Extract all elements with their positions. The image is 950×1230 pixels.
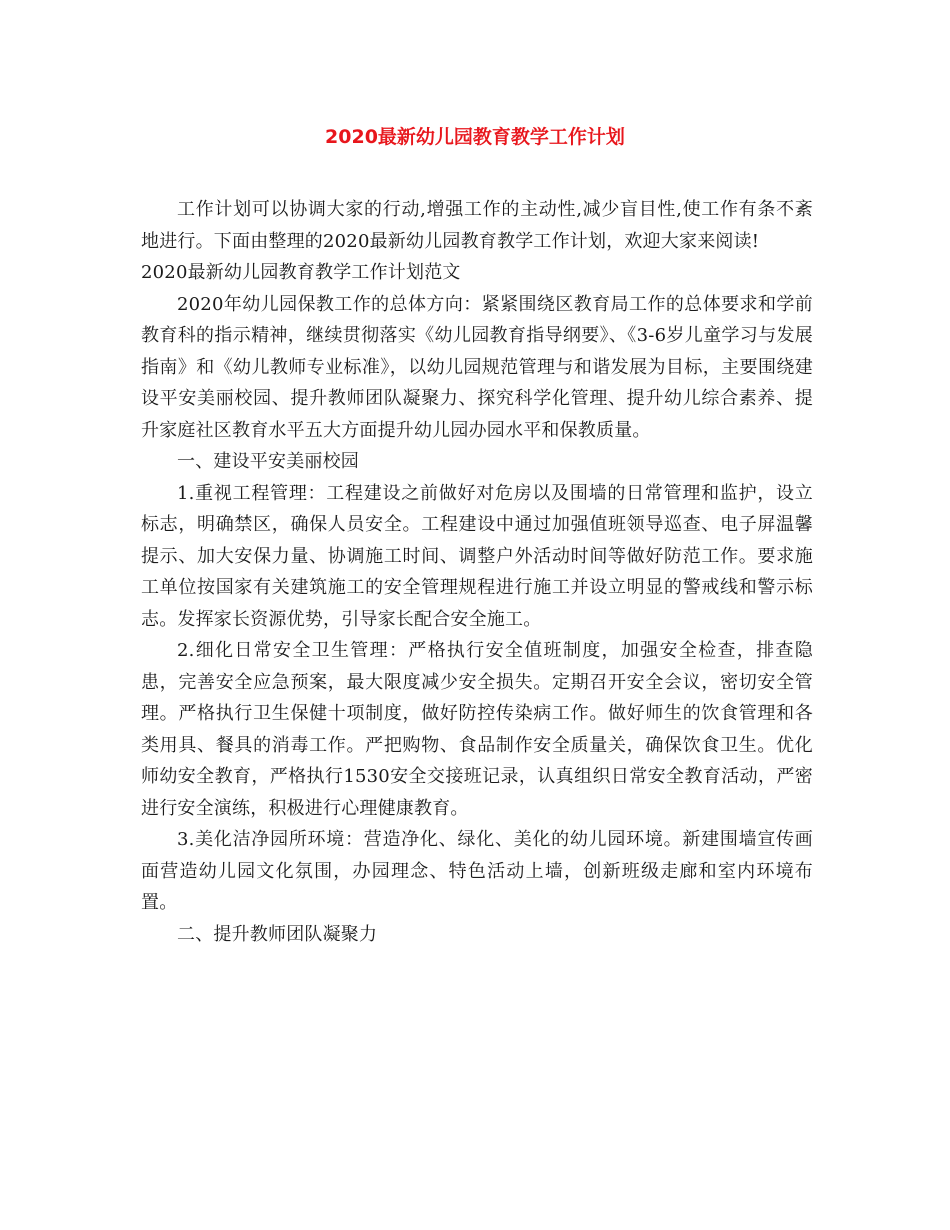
section-heading-1: 一、建设平安美丽校园 [177,451,359,472]
document-body [141,194,813,950]
paragraph-overview: 2020年幼儿园保教工作的总体方向：紧紧围绕区教育局工作的总体要求和学前教育科的指示精神，继续贯彻落实《幼儿园教育指导纲要》、《3-6岁儿童学习与发展指南》和《幼儿教师专业标准》，以幼儿园规范管理与和谐发展为目标，主要围绕建设平安美丽校园、提升教师团队凝聚力、探究科学化管理、提升幼儿综合素养、提升家庭社区教育水平五大方面提升幼儿园办园水平和保教质量。 [141,293,813,441]
section-heading-2: 二、提升教师团队凝聚力 [177,923,378,945]
document-title: 2020最新幼儿园教育教学工作计划 [325,126,625,148]
paragraph-item-3: 3.美化洁净园所环境：营造净化、绿化、美化的幼儿园环境。新建围墙宣传画面营造幼儿园文化氛围，办园理念、特色活动上墙，创新班级走廊和室内环境布置。 [141,829,813,913]
paragraph-subtitle: 2020最新幼儿园教育教学工作计划范文 [141,262,461,283]
paragraph-intro: 工作计划可以协调大家的行动,增强工作的主动性,减少盲目性,使工作有条不紊地进行。下面由整理的2020最新幼儿园教育教学工作计划，欢迎大家来阅读! [141,199,813,252]
paragraph-item-2: 2.细化日常安全卫生管理：严格执行安全值班制度，加强安全检查，排查隐患，完善安全应急预案，最大限度减少安全损失。定期召开安全会议，密切安全管理。严格执行卫生保健十项制度，做好防控传染病工作。做好师生的饮食管理和各类用具、餐具的消毒工作。严把购物、食品制作安全质量关，确保饮食卫生。优化师幼安全教育，严格执行1530安全交接班记录，认真组织日常安全教育活动，严密进行安全演练，积极进行心理健康教育。 [141,640,813,819]
paragraph-item-1: 1.重视工程管理：工程建设之前做好对危房以及围墙的日常管理和监护，设立标志，明确禁区，确保人员安全。工程建设中通过加强值班领导巡查、电子屏温馨提示、加大安保力量、协调施工时间、调整户外活动时间等做好防范工作。要求施工单位按国家有关建筑施工的安全管理规程进行施工并设立明显的警戒线和警示标志。发挥家长资源优势，引导家长配合安全施工。 [141,482,813,630]
